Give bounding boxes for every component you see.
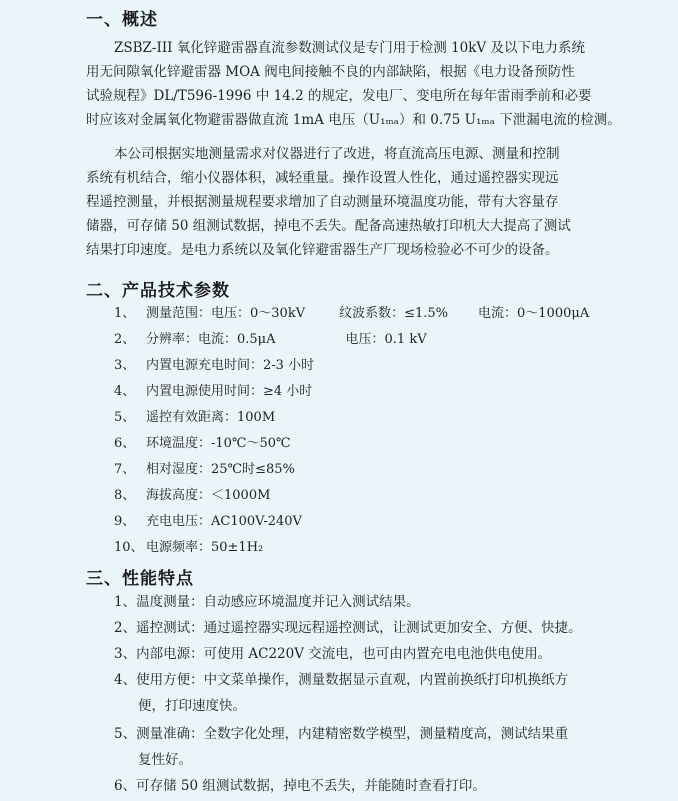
spec-text: 相对湿度：25℃时≤85% bbox=[146, 462, 295, 477]
spec-item bbox=[114, 356, 314, 376]
section-heading-features: 三、性能特点 bbox=[86, 569, 194, 589]
spec-number: 9、 bbox=[114, 514, 136, 529]
paragraph-line: 结果打印速度。是电力系统以及氧化锌避雷器生产厂现场检验必不可少的设备。 bbox=[86, 242, 559, 258]
spec-number: 7、 bbox=[114, 462, 136, 477]
spec-extra: 电流：0～1000μA bbox=[478, 306, 590, 321]
spec-item bbox=[114, 486, 270, 506]
overview-paragraph-1 bbox=[86, 36, 621, 132]
spec-text: 海拔高度：＜1000M bbox=[146, 488, 271, 503]
spec-item bbox=[114, 460, 295, 480]
feature-item-continuation: 便，打印速度快。 bbox=[138, 698, 246, 714]
feature-item: 1、温度测量：自动感应环境温度并记入测试结果。 bbox=[114, 594, 420, 610]
spec-text: 充电电压：AC100V-240V bbox=[146, 514, 302, 529]
spec-number: 5、 bbox=[114, 410, 136, 425]
spec-extra: 电压：0.1 kV bbox=[345, 332, 427, 347]
spec-text: 分辨率：电流：0.5μA bbox=[146, 332, 276, 347]
feature-item: 4、使用方便：中文菜单操作，测量数据显示直观，内置前换纸打印机换纸方 bbox=[114, 672, 569, 688]
spec-number: 2、 bbox=[114, 332, 136, 347]
feature-item: 3、内部电源：可使用 AC220V 交流电，也可由内置充电电池供电使用。 bbox=[114, 646, 552, 662]
section-heading-overview: 一、概述 bbox=[86, 10, 158, 30]
spec-number: 3、 bbox=[114, 358, 136, 373]
paragraph-line: 用无间隙氧化锌避雷器 MOA 阀电间接触不良的内部缺陷，根据《电力设备预防性 bbox=[86, 64, 575, 80]
spec-extra: 纹波系数：≤1.5% bbox=[339, 306, 449, 321]
feature-item: 5、测量准确：全数字化处理，内建精密数学模型，测量精度高，测试结果重 bbox=[114, 726, 569, 742]
spec-text: 电源频率：50±1H₂ bbox=[146, 540, 264, 555]
spec-number: 10、 bbox=[114, 540, 144, 555]
paragraph-line: 时应该对金属氧化物避雷器做直流 1mA 电压（U₁ₘₐ）和 0.75 U₁ₘₐ 下泄漏电流的检测。 bbox=[86, 112, 621, 128]
spec-text: 遥控有效距离：100M bbox=[146, 410, 276, 425]
spec-text: 内置电源充电时间：2-3 小时 bbox=[146, 358, 315, 373]
spec-item bbox=[114, 408, 275, 428]
paragraph-line: 试验规程》DL/T596-1996 中 14.2 的规定，发电厂、变电所在每年雷雨季前和必要 bbox=[86, 88, 592, 104]
paragraph-line: 本公司根据实地测量需求对仪器进行了改进，将直流高压电源、测量和控制 bbox=[114, 146, 560, 162]
spec-number: 1、 bbox=[114, 306, 136, 321]
spec-text: 测量范围：电压：0～30kV bbox=[146, 306, 306, 321]
section-heading-specs: 二、产品技术参数 bbox=[86, 281, 230, 301]
overview-paragraph-2 bbox=[86, 142, 598, 262]
paragraph-line: 程遥控测量，并根据测量规程要求增加了自动测量环境温度功能，带有大容量存 bbox=[86, 194, 559, 210]
paragraph-line: 系统有机结合，缩小仪器体积，减轻重量。操作设置人性化，通过遥控器实现远 bbox=[86, 170, 559, 186]
spec-item bbox=[114, 304, 589, 324]
spec-item bbox=[114, 330, 427, 350]
spec-item bbox=[114, 512, 302, 532]
feature-item: 6、可存储 50 组测试数据，掉电不丢失，并能随时查看打印。 bbox=[114, 778, 486, 794]
spec-item bbox=[114, 538, 263, 558]
spec-text: 环境温度：-10℃～50℃ bbox=[146, 436, 291, 451]
spec-text: 内置电源使用时间：≥4 小时 bbox=[146, 384, 313, 399]
spec-item bbox=[114, 382, 312, 402]
feature-item-continuation: 复性好。 bbox=[138, 752, 192, 768]
spec-number: 6、 bbox=[114, 436, 136, 451]
paragraph-line: 储器，可存储 50 组测试数据，掉电不丢失。配备高速热敏打印机大大提高了测试 bbox=[86, 218, 571, 234]
paragraph-line: ZSBZ-III 氧化锌避雷器直流参数测试仪是专门用于检测 10kV 及以下电力系统 bbox=[114, 40, 585, 56]
feature-item: 2、遥控测试：通过遥控器实现远程遥控测试，让测试更加安全、方便、快捷。 bbox=[114, 620, 582, 636]
spec-number: 4、 bbox=[114, 384, 136, 399]
spec-item bbox=[114, 434, 291, 454]
spec-number: 8、 bbox=[114, 488, 136, 503]
